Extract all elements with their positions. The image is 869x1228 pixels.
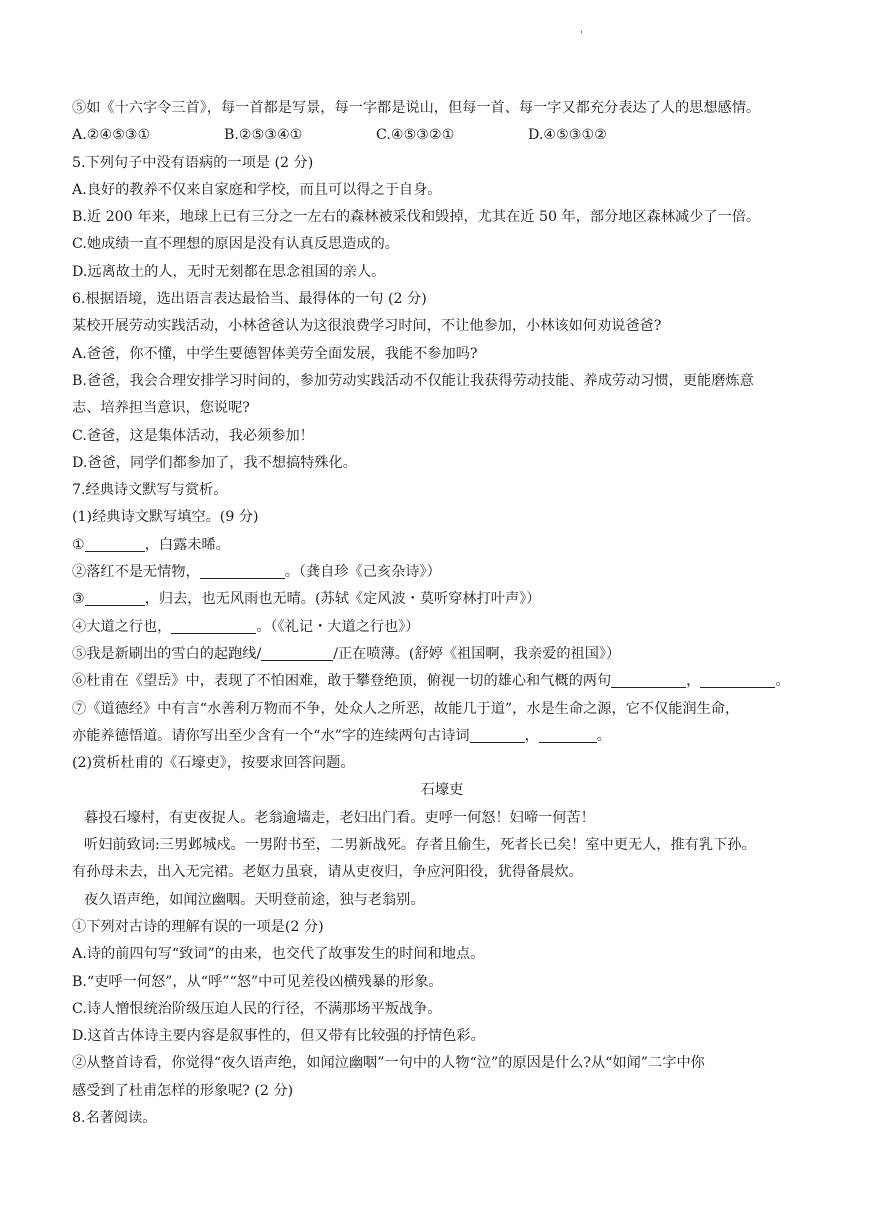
fill-text: ⑥杜甫在《望岳》中，表现了不怕困难，敢于攀登绝顶，俯视一切的雄心和气概的两句 <box>72 673 612 690</box>
option-line: C.诗人憎恨统治阶级压迫人民的行径，不满那场平叛战争。 <box>72 1000 442 1017</box>
option-b: B.②⑤③④① <box>224 127 303 144</box>
fill-item-6 <box>72 668 812 695</box>
poem-line: 暮投石壕村，有吏夜捉人。老翁逾墙走，老妇出门看。吏呼一何怒！妇啼一何苦！ <box>84 809 595 826</box>
answer-blank[interactable] <box>539 726 597 743</box>
fill-item-1 <box>72 532 812 559</box>
subquestion: 感受到了杜甫怎样的形象呢? (2 分) <box>72 1082 294 1099</box>
fill-text: 。（龚自珍《己亥杂诗》） <box>284 564 441 581</box>
answer-blank[interactable] <box>611 671 686 688</box>
option-line: C.爸爸，这是集体活动，我必须参加！ <box>72 427 314 444</box>
option-line: A.诗的前四句写“致词”的由来，也交代了故事发生的时间和地点。 <box>72 946 485 963</box>
answer-blank[interactable] <box>700 671 775 688</box>
subquestion-heading: (2)赏析杜甫的《石壕吏》，按要求回答问题。 <box>72 755 355 772</box>
option-line: 志、培养担当意识，您说呢? <box>72 400 250 417</box>
option-line: B.“吏呼一何怒”，从“呼”“怒”中可见差役凶横残暴的形象。 <box>72 973 443 990</box>
answer-blank[interactable] <box>470 726 525 743</box>
option-line: B.近 200 年来，地球上已有三分之一左右的森林被采伐和毁掉，尤其在近 50 年，部分地区森林减少了一倍。 <box>72 209 761 226</box>
option-c: C.④⑤③②① <box>376 127 455 144</box>
option-line: D.爸爸，同学们都参加了，我不想搞特殊化。 <box>72 454 357 471</box>
question-6: 6.根据语境，选出语言表达最恰当、最得体的一句 (2 分) <box>72 291 427 308</box>
poem-title: 石壕吏 <box>420 782 464 799</box>
fill-item-2 <box>72 559 812 586</box>
answer-blank[interactable] <box>85 535 145 552</box>
question-7: 7.经典诗文默写与赏析。 <box>72 482 228 499</box>
fill-text: ，白露未晞。 <box>144 536 230 553</box>
fill-text: ，归去，也无风雨也无晴。(苏轼《定风波・莫听穿林打叶声》） <box>144 591 541 608</box>
answer-blank[interactable] <box>171 617 256 634</box>
subquestion-heading: (1)经典诗文默写填空。(9 分) <box>72 509 259 526</box>
fill-text: ， <box>686 673 701 690</box>
fill-item-5 <box>72 641 812 668</box>
fill-text: 。（《礼记・大道之行也》） <box>256 618 420 635</box>
answer-blank[interactable] <box>200 562 285 579</box>
exam-page <box>72 95 812 1132</box>
fill-text: /正在喷薄。(舒婷《祖国啊，我亲爱的祖国》） <box>333 645 621 662</box>
option-a: A.②④⑤③① <box>72 127 151 144</box>
fill-text: ⑤我是新刷出的雪白的起跑线/ <box>72 645 262 662</box>
fill-item-7-cont <box>72 723 812 750</box>
fill-text: 亦能养德悟道。请你写出至少含有一个“水”字的连续两句古诗词 <box>72 727 470 744</box>
answer-blank[interactable] <box>261 644 333 661</box>
poem-line: 夜久语声绝，如闻泣幽咽。天明登前途，独与老翁别。 <box>84 891 425 908</box>
fill-text: ， <box>524 727 539 744</box>
option-d: D.④⑤③①② <box>528 127 607 144</box>
option-line: C.她成绩一直不理想的原因是没有认真反思造成的。 <box>72 236 399 253</box>
fill-item-3 <box>72 586 812 613</box>
fill-text: 。 <box>596 727 611 744</box>
header-mark: ' <box>580 30 583 41</box>
fill-item-4 <box>72 614 812 641</box>
question-context: 某校开展劳动实践活动，小林爸爸认为这很浪费学习时间，不让他参加，小林该如何劝说爸爸? <box>72 318 662 335</box>
fill-item-7: ⑦《道德经》中有言“水善利万物而不争，处众人之所恶，故能几于道”，水是生命之源，它不仅能润生命， <box>72 700 740 717</box>
subquestion: ②从整首诗看，你觉得“夜久语声绝，如闻泣幽咽”一句中的人物“泣”的原因是什么?从“如闻”二字中你 <box>72 1055 705 1072</box>
answer-blank[interactable] <box>85 589 145 606</box>
options-row <box>72 122 812 149</box>
option-line: A.良好的教养不仅来自家庭和学校，而且可以得之于自身。 <box>72 181 442 198</box>
fill-text: ④大道之行也， <box>72 618 172 635</box>
option-line: D.远离故土的人，无时无刻都在思念祖国的亲人。 <box>72 263 386 280</box>
option-line: D.这首古体诗主要内容是叙事性的，但又带有比较强的抒情色彩。 <box>72 1028 485 1045</box>
fill-text: ① <box>72 536 85 553</box>
poem-line: 听妇前致词:三男邺城戍。一男附书至，二男新战死。存者且偷生，死者长已矣！室中更无人，推有乳下孙。 <box>84 837 756 854</box>
question-5: 5.下列句子中没有语病的一项是 (2 分) <box>72 154 314 171</box>
question-8: 8.名著阅读。 <box>72 1109 157 1126</box>
text-line: ⑤如《十六字令三首》，每一首都是写景，每一字都是说山，但每一首、每一字又都充分表达了人的思想感情。 <box>72 100 761 116</box>
option-line: A.爸爸，你不懂，中学生要德智体美劳全面发展，我能不参加吗? <box>72 345 478 362</box>
fill-text: 。 <box>775 673 790 690</box>
subquestion: ①下列对古诗的理解有误的一项是(2 分) <box>72 918 324 935</box>
fill-text: ②落红不是无情物， <box>72 564 200 581</box>
poem-line: 有孙母未去，出入无完裙。老妪力虽衰，请从吏夜归，争应河阳役，犹得备晨炊。 <box>72 864 583 881</box>
fill-text: ③ <box>72 591 85 608</box>
option-line: B.爸爸，我会合理安排学习时间的，参加劳动实践活动不仅能让我获得劳动技能、养成劳动习惯，更能磨炼意 <box>72 372 754 389</box>
